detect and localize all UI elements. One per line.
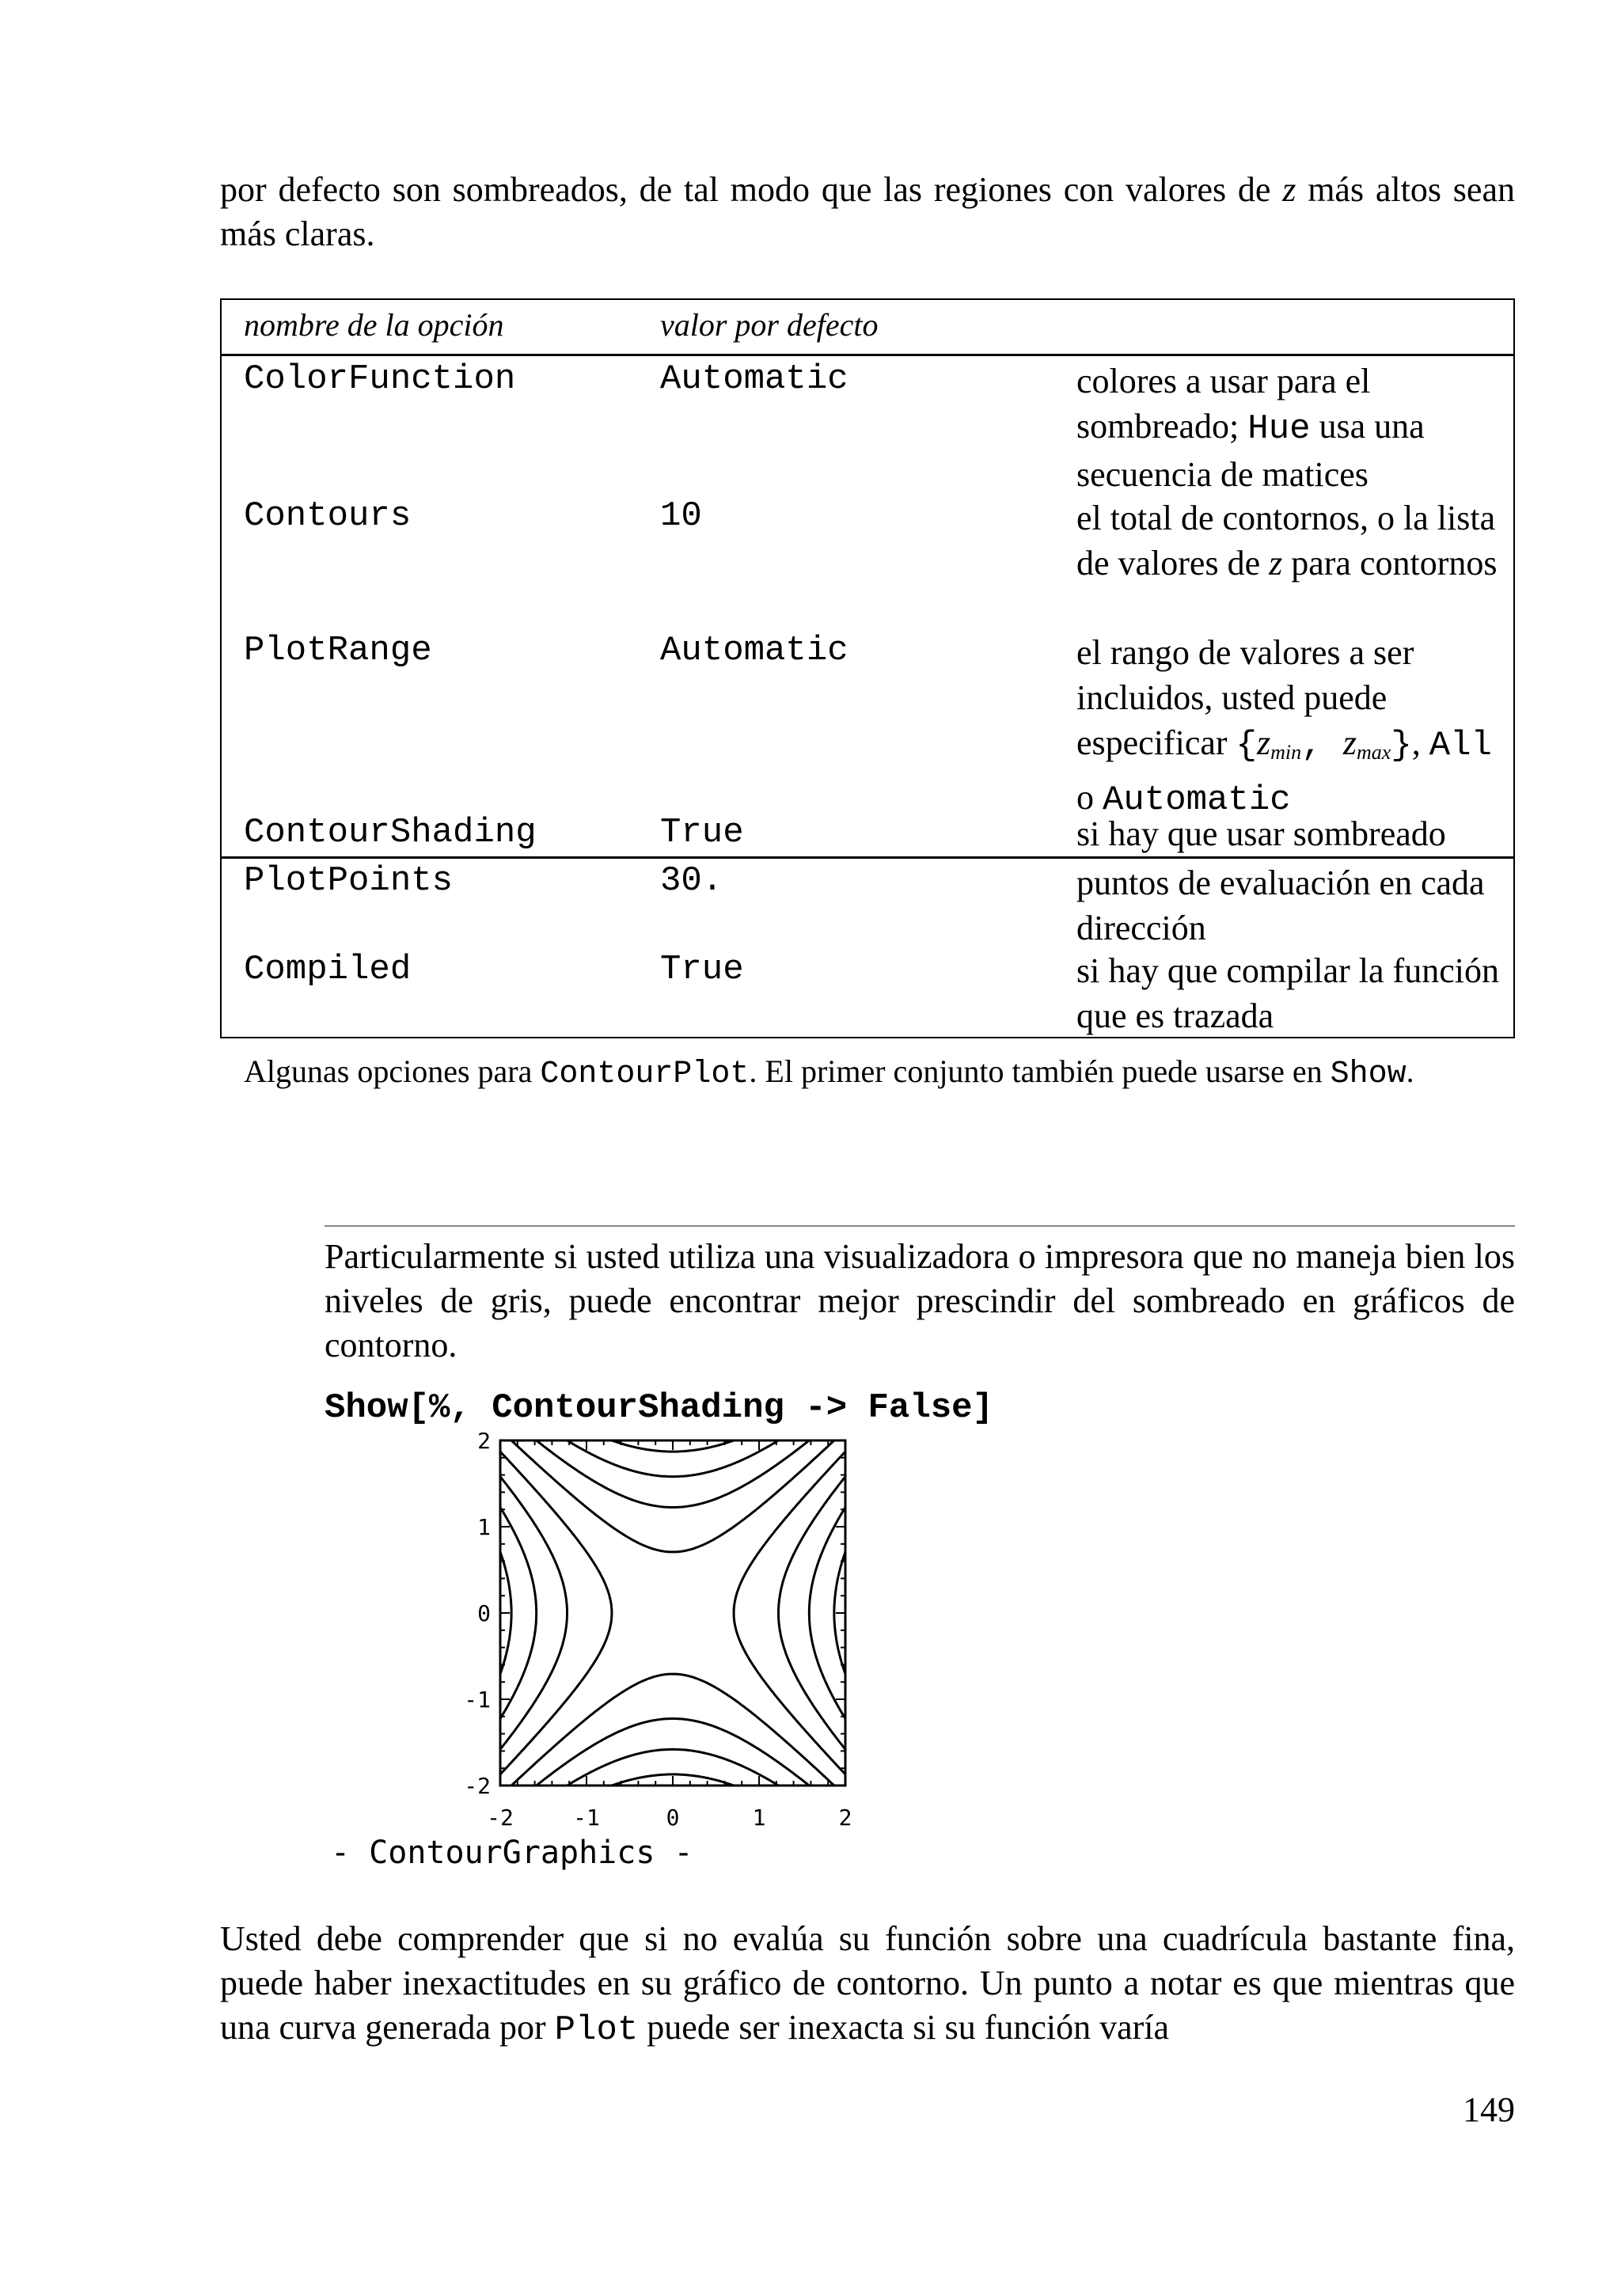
option-description: puntos de evaluación en cada dirección (1076, 863, 1485, 947)
page-number: 149 (1463, 2090, 1515, 2129)
header-option-name: nombre de la opción (244, 307, 504, 343)
y-tick-label: -2 (464, 1773, 491, 1799)
contour-plot (443, 1433, 871, 1836)
y-tick-label: 1 (477, 1514, 491, 1540)
y-axis-labels (464, 1433, 491, 1799)
x-tick-label: 2 (838, 1805, 852, 1831)
input-cell: Show[%, ContourShading -> False] (325, 1388, 993, 1428)
code-plot: Plot (554, 2010, 639, 2050)
x-tick-label: 1 (752, 1805, 766, 1831)
code-contourplot: ContourPlot (540, 1057, 750, 1092)
option-default: 30. (660, 861, 723, 901)
header-default-value: valor por defecto (660, 307, 879, 343)
table-caption: Algunas opciones para ContourPlot. El primer conjunto también puede usarse en Show. (244, 1053, 1414, 1092)
variable-z: z (1282, 170, 1296, 209)
intro-paragraph (220, 168, 1515, 256)
option-name: Contours (244, 496, 412, 536)
options-table (220, 298, 1515, 1038)
option-default: True (660, 950, 744, 989)
table-header (222, 300, 1513, 356)
option-name: PlotRange (244, 631, 432, 670)
code-hue: Hue (1247, 409, 1311, 449)
x-tick-label: -2 (487, 1805, 514, 1831)
option-description: si hay que compilar la función que es trazada (1076, 951, 1499, 1035)
intro-text-end: más altos sean más claras. (220, 170, 1515, 253)
option-name: Compiled (244, 950, 412, 989)
x-tick-label: -1 (573, 1805, 600, 1831)
code-show: Show (1330, 1057, 1407, 1092)
y-tick-label: 0 (477, 1600, 491, 1626)
option-default: Automatic (660, 631, 848, 670)
note-paragraph: Particularmente si usted utiliza una visualizadora o impresora que no maneja bien los niveles de gris, puede encontrar mejor prescindir del sombreado en gráficos de contorno. (325, 1237, 1515, 1364)
note-rule (325, 1225, 1515, 1227)
y-tick-label: 2 (477, 1433, 491, 1454)
y-tick-label: -1 (464, 1687, 491, 1713)
x-axis-labels (487, 1805, 852, 1831)
option-name: PlotPoints (244, 861, 454, 901)
code-automatic: Automatic (1103, 780, 1291, 820)
option-default: True (660, 813, 744, 852)
x-tick-label: 0 (666, 1805, 680, 1831)
option-name: ColorFunction (244, 359, 516, 399)
output-label: - ContourGraphics - (331, 1835, 693, 1871)
option-description: el rango de valores a ser incluidos, usted puede especificar {$z_{min}$, $z_{max}$}, All o Automatic (1076, 633, 1492, 820)
option-name: ContourShading (244, 813, 537, 852)
option-description: el total de contornos, o la lista de valores de z para contornos (1076, 499, 1498, 583)
option-default: 10 (660, 496, 702, 536)
intro-text: por defecto son sombreados, de tal modo que las regiones con valores de (220, 170, 1283, 209)
option-description: colores a usar para el sombreado; Hue usa una secuencia de matices (1076, 362, 1425, 494)
body-paragraph: Usted debe comprender que si no evalúa su función sobre una cuadrícula bastante fina, puede haber inexactitudes en su gráfico de contorno. Un punto a notar es que mientras que una curva generada por Plot puede ser inexacta si su función varía (220, 1919, 1515, 2050)
plot-frame (500, 1440, 845, 1786)
option-description: si hay que usar sombreado (1076, 814, 1446, 853)
option-default: Automatic (660, 359, 848, 399)
code-all: All (1429, 726, 1492, 765)
